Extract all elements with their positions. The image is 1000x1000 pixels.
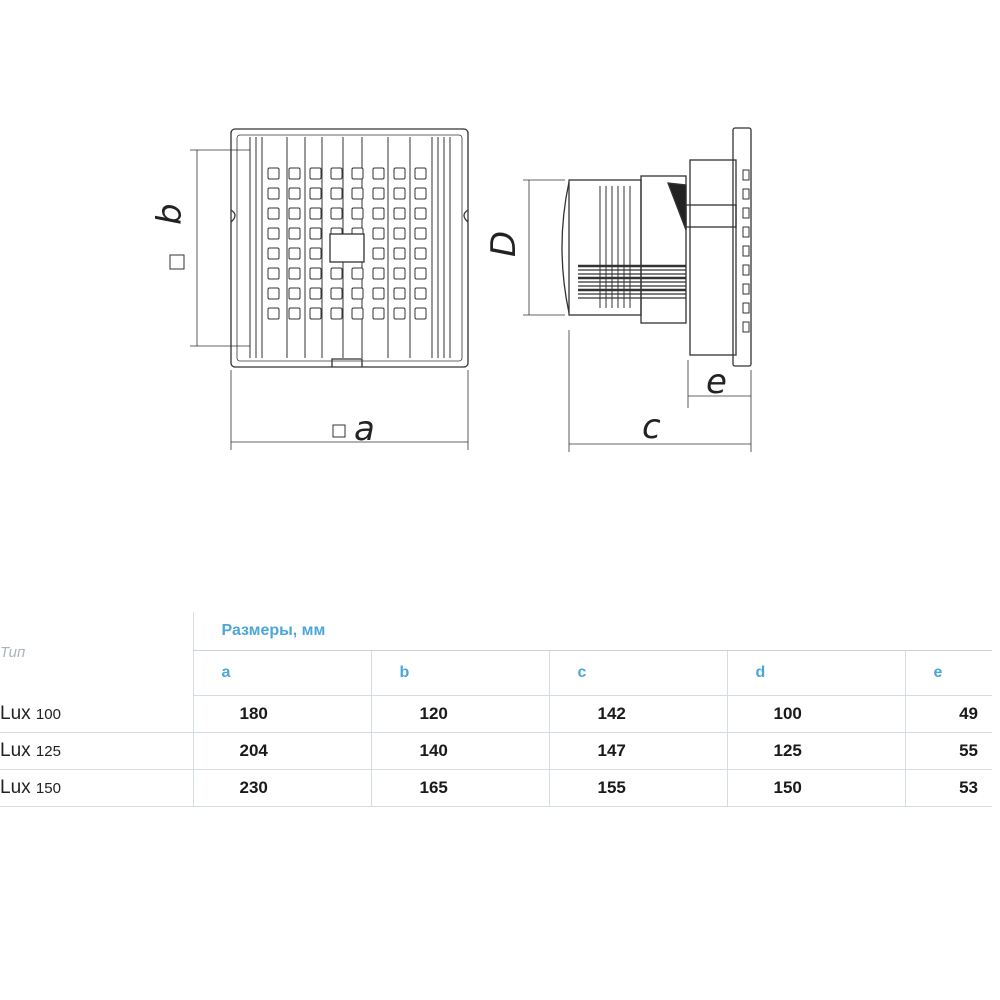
dim-label-d: D (484, 230, 524, 257)
cell-c: 155 (549, 770, 727, 807)
model-name: Lux (0, 777, 31, 798)
cell-a: 180 (193, 696, 371, 733)
column-header-d: d (727, 651, 905, 696)
dimensions-header: Размеры, мм (193, 612, 992, 651)
table-row (0, 696, 992, 733)
cell-c: 142 (549, 696, 727, 733)
dim-label-b: b (150, 203, 190, 225)
cell-c: 147 (549, 733, 727, 770)
row-model (0, 696, 193, 733)
model-name: Lux (0, 702, 31, 724)
cell-a: 204 (193, 733, 371, 770)
row-model (0, 770, 193, 807)
cell-d: 100 (727, 696, 905, 733)
dim-label-e: e (706, 362, 727, 402)
cell-b: 140 (371, 733, 549, 770)
cell-b: 165 (371, 770, 549, 807)
model-name: Lux (0, 740, 31, 761)
model-size: 100 (35, 705, 61, 723)
column-header-e: e (905, 651, 992, 696)
dim-label-c: c (642, 407, 661, 447)
side-view (523, 128, 751, 452)
row-model (0, 733, 193, 770)
cell-e: 53 (905, 770, 992, 807)
cell-a: 230 (193, 770, 371, 807)
model-size: 150 (35, 780, 61, 797)
cell-e: 55 (905, 733, 992, 770)
cell-d: 125 (727, 733, 905, 770)
side-teeth (743, 170, 749, 332)
cell-b: 120 (371, 696, 549, 733)
type-header: Тип (0, 644, 26, 661)
table-row (0, 770, 992, 807)
dim-label-a: a (354, 409, 375, 449)
dimensions-table (0, 612, 992, 807)
table-row (0, 733, 992, 770)
column-header-a: a (193, 651, 371, 696)
front-view (170, 129, 468, 450)
column-header-c: c (549, 651, 727, 696)
column-header-b: b (371, 651, 549, 696)
cell-d: 150 (727, 770, 905, 807)
side-fins (578, 186, 686, 308)
model-size: 125 (35, 743, 61, 760)
cell-e: 49 (905, 696, 992, 733)
